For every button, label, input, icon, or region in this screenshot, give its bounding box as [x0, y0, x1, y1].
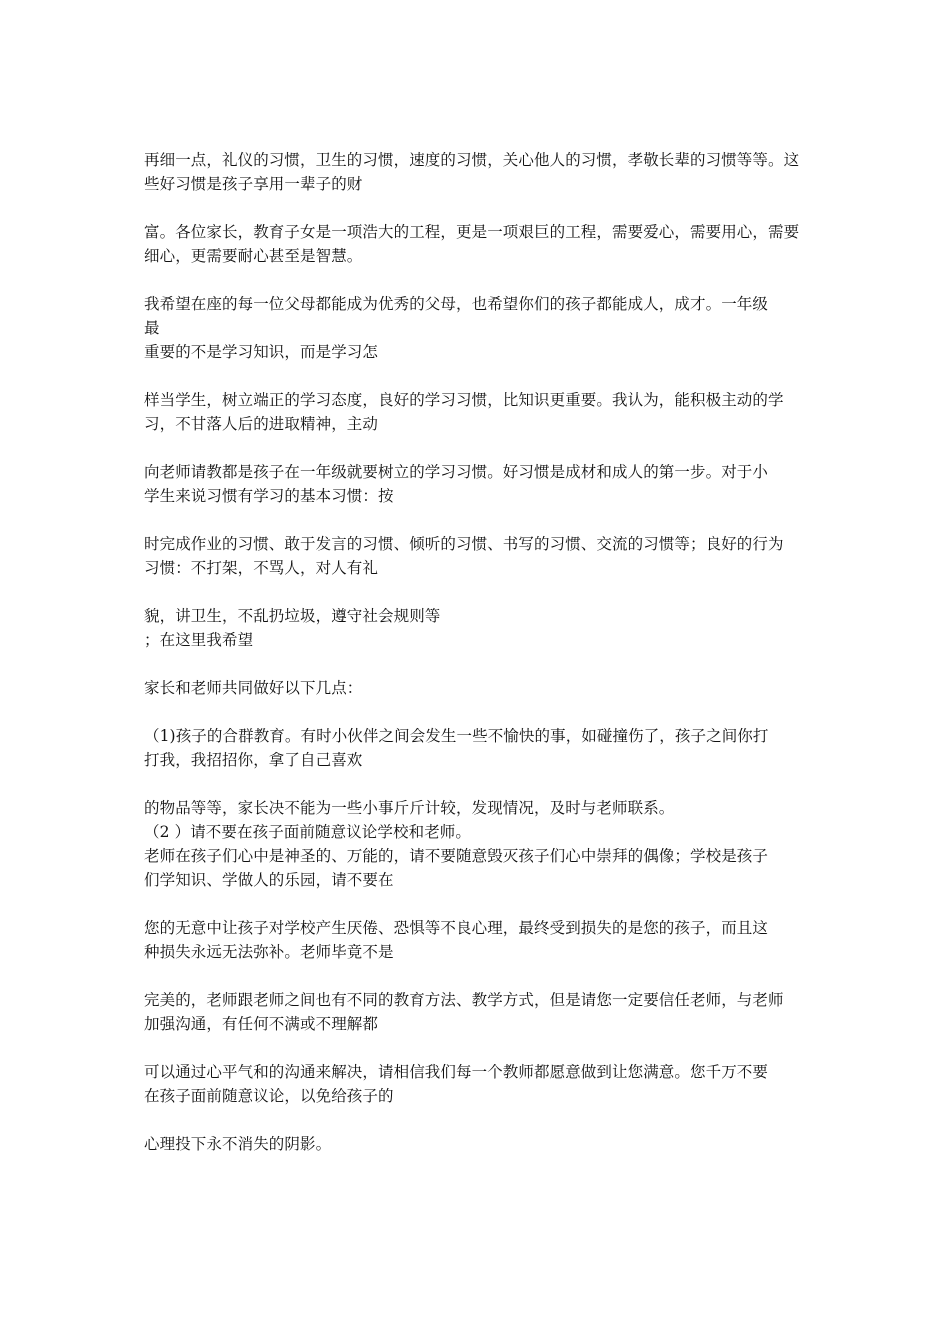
text-line: 的物品等等，家长决不能为一些小事斤斤计较，发现情况，及时与老师联系。 — [144, 799, 675, 817]
paragraph — [144, 988, 810, 1036]
text-line: 们学知识、学做人的乐园，请不要在 — [144, 871, 394, 889]
text-line: 在孩子面前随意议论，以免给孩子的 — [144, 1087, 394, 1105]
text-line: 些好习惯是孩子享用一辈子的财 — [144, 175, 363, 193]
text-line: 加强沟通，有任何不满或不理解都 — [144, 1015, 379, 1033]
text-line: 貌，讲卫生，不乱扔垃圾，遵守社会规则等 — [144, 607, 441, 625]
text-line: 种损失永远无法弥补。老师毕竟不是 — [144, 943, 394, 961]
text-line: 心理投下永不消失的阴影。 — [144, 1135, 332, 1153]
paragraph — [144, 532, 810, 580]
text-line: 再细一点，礼仪的习惯，卫生的习惯，速度的习惯，关心他人的习惯，孝敬长辈的习惯等等。这 — [144, 151, 800, 169]
text-line: 最 — [144, 319, 160, 337]
paragraph — [144, 724, 810, 772]
text-line: ；在这里我希望 — [144, 631, 254, 649]
paragraph — [144, 604, 810, 652]
paragraph — [144, 460, 810, 508]
text-line: 老师在孩子们心中是神圣的、万能的，请不要随意毁灭孩子们心中崇拜的偶像；学校是孩子 — [144, 847, 769, 865]
text-line: 时完成作业的习惯、敢于发言的习惯、倾听的习惯、书写的习惯、交流的习惯等；良好的行为 — [144, 535, 784, 553]
paragraph — [144, 676, 810, 700]
paragraph — [144, 1132, 810, 1156]
text-line: 您的无意中让孩子对学校产生厌倦、恐惧等不良心理，最终受到损失的是您的孩子，而且这 — [144, 919, 769, 937]
text-line: 可以通过心平气和的沟通来解决，请相信我们每一个教师都愿意做到让您满意。您千万不要 — [144, 1063, 769, 1081]
text-line: 完美的，老师跟老师之间也有不同的教育方法、教学方式，但是请您一定要信任老师，与老师 — [144, 991, 784, 1009]
text-line: 习惯：不打架，不骂人，对人有礼 — [144, 559, 379, 577]
text-line: （2 ）请不要在孩子面前随意议论学校和老师。 — [144, 823, 471, 841]
paragraph — [144, 1060, 810, 1108]
text-line: 样当学生，树立端正的学习态度，良好的学习习惯，比知识更重要。我认为，能积极主动的学 — [144, 391, 784, 409]
text-line: 我希望在座的每一位父母都能成为优秀的父母，也希望你们的孩子都能成人，成才。一年级 — [144, 295, 769, 313]
text-line: （1)孩子的合群教育。有时小伙伴之间会发生一些不愉快的事，如碰撞伤了，孩子之间你打 — [144, 727, 769, 745]
paragraph — [144, 796, 810, 892]
document-body — [144, 148, 810, 1156]
text-line: 重要的不是学习知识，而是学习怎 — [144, 343, 379, 361]
paragraph — [144, 148, 810, 196]
text-line: 学生来说习惯有学习的基本习惯：按 — [144, 487, 394, 505]
text-line: 家长和老师共同做好以下几点： — [144, 679, 363, 697]
text-line: 向老师请教都是孩子在一年级就要树立的学习习惯。好习惯是成材和成人的第一步。对于小 — [144, 463, 769, 481]
paragraph — [144, 220, 810, 268]
paragraph — [144, 916, 810, 964]
paragraph — [144, 292, 810, 364]
text-line: 习，不甘落人后的进取精神，主动 — [144, 415, 379, 433]
paragraph — [144, 388, 810, 436]
text-line: 打我，我招招你，拿了自己喜欢 — [144, 751, 363, 769]
text-line: 细心，更需要耐心甚至是智慧。 — [144, 247, 363, 265]
text-line: 富。各位家长，教育子女是一项浩大的工程，更是一项艰巨的工程，需要爱心，需要用心，需要 — [144, 223, 800, 241]
